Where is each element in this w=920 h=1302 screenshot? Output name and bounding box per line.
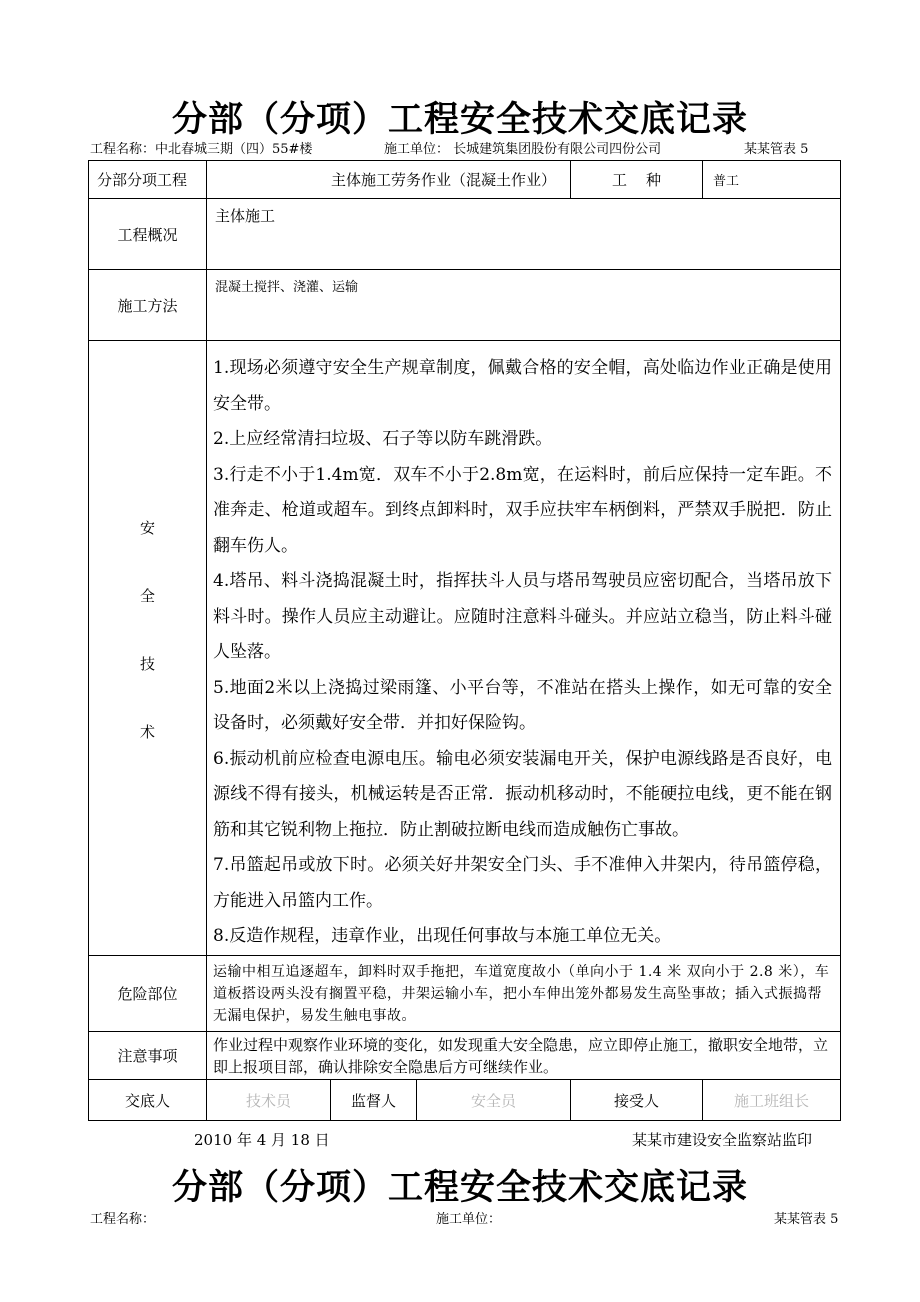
safety-item: 3.行走不小于1.4m宽．双车不小于2.8m宽，在运料时，前后应保持一定车距。不准奔走、枪道或超车。到终点卸料时，双手应扶牢车柄倒料，严禁双手脱把．防止翻车伤人。 <box>213 464 832 556</box>
safety-label-char: 技 <box>139 655 155 673</box>
danger-value: 运输中相互追逐超车，卸料时双手拖把，车道宽度故小（单向小于 1.4 米 双向小于 2.8 米），车道板搭设两头没有搁置平稳，井架运输小车，把小车伸出笼外都易发生高坠事故；插入式振捣帮无漏电保护，易发生触电事故。 <box>207 956 841 1032</box>
safety-item: 1.现场必须遵守安全生产规章制度，佩戴合格的安全帽，高处临边作业正确是使用安全带。 <box>213 358 832 414</box>
page-title: 分部（分项）工程安全技术交底记录 <box>171 99 748 140</box>
safety-label-char: 全 <box>139 587 155 605</box>
safety-tech-content <box>207 341 841 956</box>
receiver-label: 接受人 <box>571 1080 703 1121</box>
safety-item: 7.吊篮起吊或放下时。必须关好井架安全门头、手不准伸入井架内，待吊篮停稳，方能进入吊篮内工作。 <box>213 855 832 911</box>
safety-item: 2.上应经常清扫垃圾、石子等以防车跳滑跌。 <box>213 429 553 449</box>
form-number: 某某管表 5 <box>744 142 809 157</box>
page-title-2: 分部（分项）工程安全技术交底记录 <box>171 1167 748 1208</box>
safety-item: 5.地面2米以上浇捣过梁雨篷、小平台等，不准站在搭头上操作，如无可靠的安全设备时，必须戴好安全带．并扣好保险钩。 <box>213 677 832 733</box>
subproject-label: 分部分项工程 <box>89 161 207 199</box>
safety-officer-field[interactable]: 安全员 <box>417 1080 571 1121</box>
subproject-value: 主体施工劳务作业（混凝土作业） <box>207 161 571 199</box>
supervisor-label: 监督人 <box>331 1080 417 1121</box>
construction-unit-2: 施工单位： <box>436 1212 502 1227</box>
method-value: 混凝土搅拌、浇灌、运输 <box>207 270 841 341</box>
stamp-note: 某某市建设安全监察站监印 <box>632 1131 813 1149</box>
overview-label: 工程概况 <box>89 199 207 270</box>
project-name-2: 工程名称： <box>90 1212 156 1227</box>
safety-briefing-table <box>88 160 841 1121</box>
form-number-2: 某某管表 5 <box>774 1212 839 1227</box>
handover-label: 交底人 <box>89 1080 207 1121</box>
danger-label: 危险部位 <box>89 956 207 1032</box>
document-date: 2010 年 4 月 18 日 <box>194 1131 330 1149</box>
overview-value: 主体施工 <box>207 199 841 270</box>
safety-label-char: 术 <box>139 723 155 741</box>
safety-item: 8.反造作规程，违章作业，出现任何事故与本施工单位无关。 <box>213 926 672 946</box>
safety-item: 6.振动机前应检查电源电压。输电必须安装漏电开关，保护电源线路是否良好，电源线不得有接头，机械运转是否正常．振动机移动时，不能硬拉电线，更不能在钢筋和其它锐利物上拖拉．防止割破拉断电线而造成触伤亡事故。 <box>213 748 832 840</box>
safety-item: 4.塔吊、料斗浇捣混凝土时，指挥扶斗人员与塔吊驾驶员应密切配合，当塔吊放下料斗时。操作人员应主动避让。应随时注意料斗碰头。并应站立稳当，防止料斗碰人坠落。 <box>213 571 832 662</box>
safety-tech-label <box>89 341 207 956</box>
team-leader-field[interactable]: 施工班组长 <box>703 1080 841 1121</box>
trade-label: 工 种 <box>571 161 703 199</box>
safety-label-char: 安 <box>139 519 155 537</box>
notice-label: 注意事项 <box>89 1032 207 1080</box>
trade-value: 普工 <box>703 161 841 199</box>
construction-unit: 施工单位： 长城建筑集团股份有限公司四份公司 <box>384 142 662 157</box>
notice-value: 作业过程中观察作业环境的变化，如发现重大安全隐患，应立即停止施工，撤职安全地带，立即上报项目部，确认排除安全隐患后方可继续作业。 <box>207 1032 841 1080</box>
technician-field[interactable]: 技术员 <box>207 1080 331 1121</box>
project-name: 工程名称：中北春城三期（四）55#楼 <box>90 142 313 157</box>
method-label: 施工方法 <box>89 270 207 341</box>
